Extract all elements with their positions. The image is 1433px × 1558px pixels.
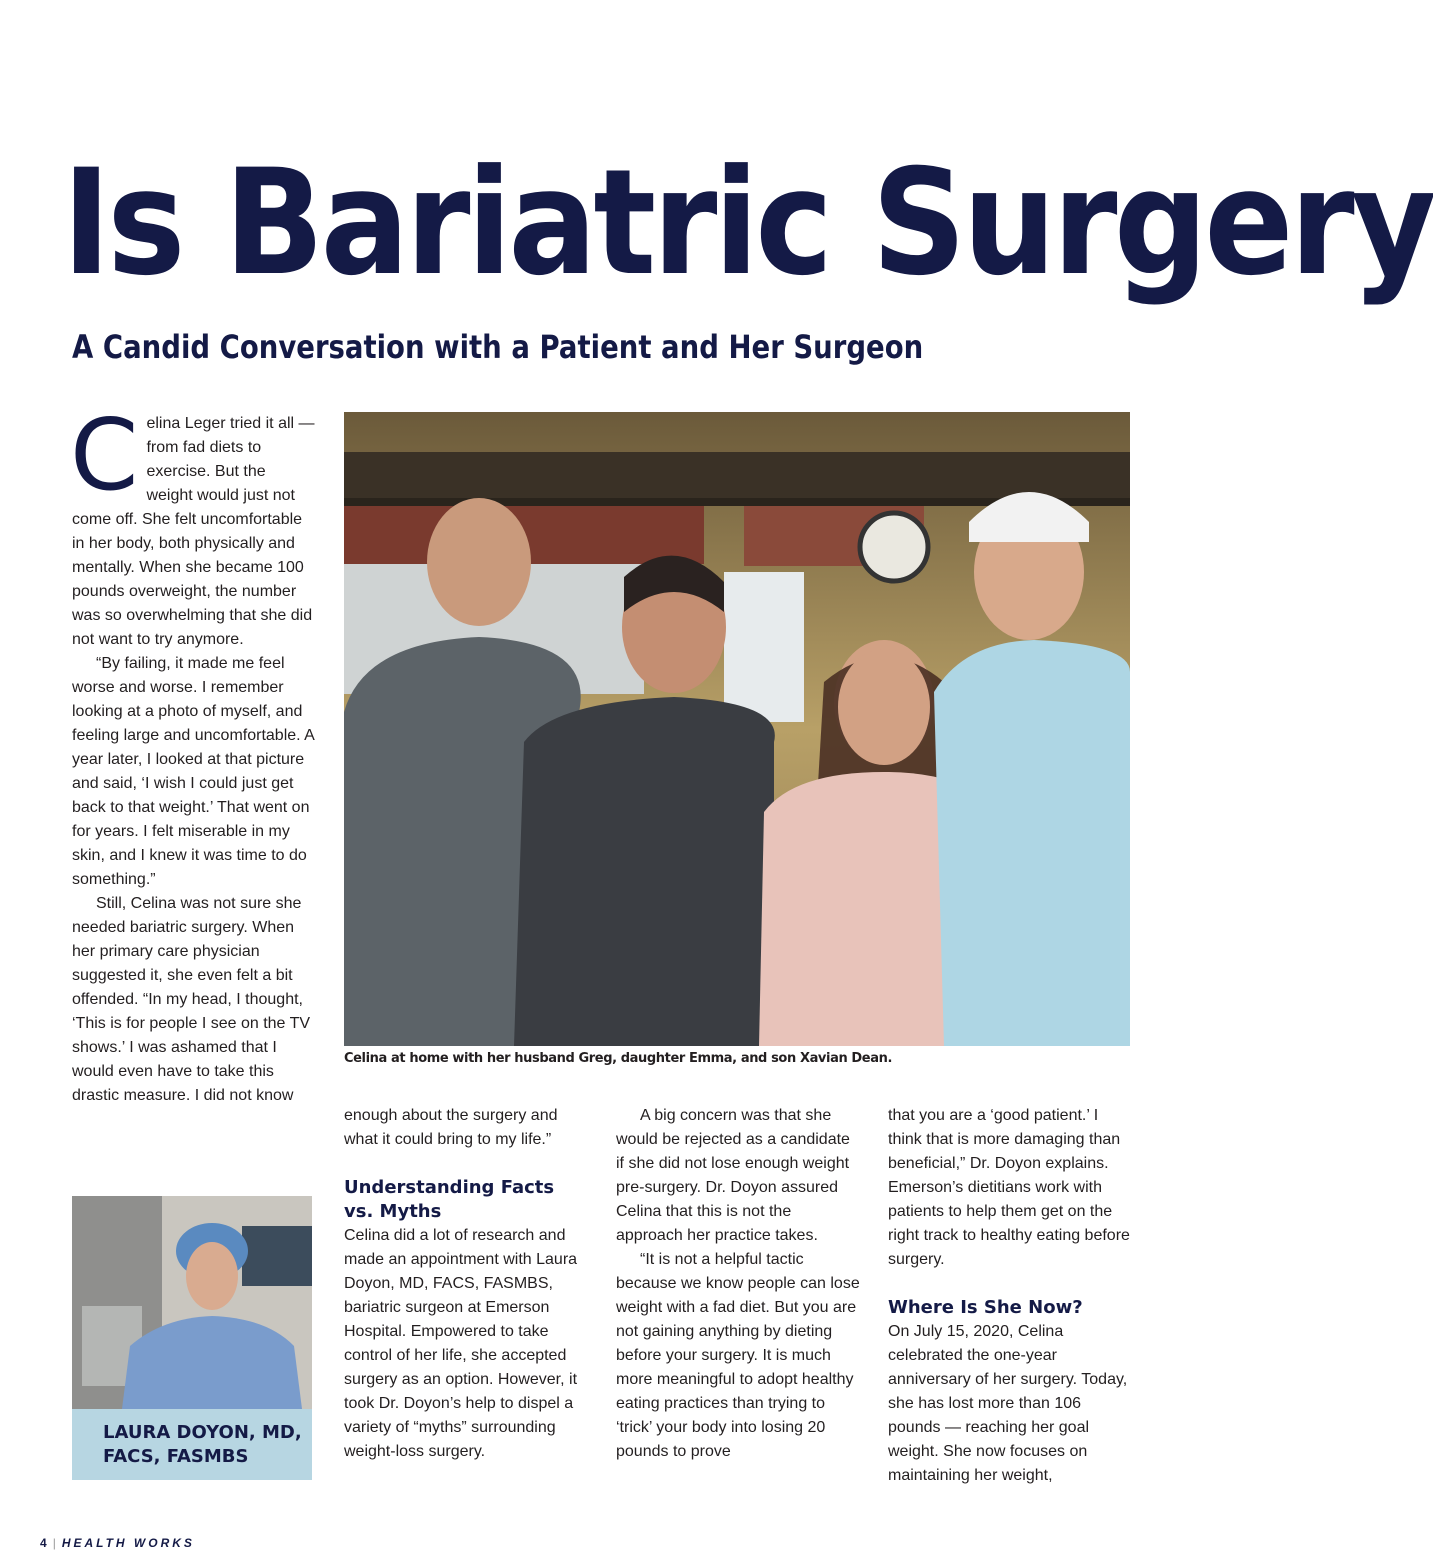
paragraph: Celina did a lot of research and made an appointment with Laura Doyon, MD, FACS, FASMBS, bariatric surgeon at Emerson Hospital. Empowered to take control of her life, she accepted surgery as an option. However, it took Dr. Doyon’s help to dispel a variety of “myths” surrounding weight-loss surgery. [344,1227,578,1460]
article-column-2 [344,1104,586,1464]
surgeon-photo [72,1196,312,1409]
surgeon-name: LAURA DOYON, MD, [103,1422,302,1443]
headline: Is Bariatric Surgery [62,138,1433,308]
paragraph: Still, Celina was not sure she needed bariatric surgery. When her primary care physician suggested it, she even felt a bit offended. “In my head, I thought, ‘This is for people I see on the TV shows.’ I was ashamed that I would even have to take this drastic measure. I did not know [72,895,311,1104]
article-column-3 [616,1104,860,1464]
article-column-4 [888,1104,1130,1488]
footer-separator: | [52,1536,56,1550]
surgeon-name-box [72,1409,312,1480]
section-heading: Understanding Facts vs. Myths [344,1177,555,1222]
photo-caption: Celina at home with her husband Greg, daughter Emma, and son Xavian Dean. [344,1051,892,1066]
magazine-name: HEALTH WORKS [61,1536,195,1550]
section-heading: Where Is She Now? [888,1297,1083,1318]
article-column-1 [70,399,316,1108]
subheadline: A Candid Conversation with a Patient and Her Surgeon [72,328,924,366]
family-photo [344,412,1130,1046]
paragraph: “It is not a helpful tactic because we know people can lose weight with a fad diet. But you are not gaining anything by dieting before your surgery. It is much more meaningful to adopt healthy eating practices than trying to ‘trick’ your body into losing 20 pounds to prove [616,1251,860,1460]
page-footer [40,1534,195,1552]
surgeon-credentials: FACS, FASMBS [103,1446,249,1467]
paragraph: that you are a ‘good patient.’ I think that is more damaging than beneficial,” Dr. Doyon explains. Emerson’s dietitians work with patients to help them get on the right track to healthy eating before surgery. [888,1107,1130,1268]
paragraph: On July 15, 2020, Celina celebrated the one-year anniversary of her surgery. Today, she has lost more than 106 pounds — reaching her goal weight. She now focuses on maintaining her weight, [888,1323,1128,1484]
paragraph: “By failing, it made me feel worse and worse. I remember looking at a photo of myself, and feeling large and uncomfortable. A year later, I looked at that picture and said, ‘I wish I could just get back to that weight.’ That went on for years. I felt miserable in my skin, and I knew it was time to do something.” [72,655,314,888]
paragraph: A big concern was that she would be rejected as a candidate if she did not lose enough weight pre-surgery. Dr. Doyon assured Celina that this is not the approach her practice takes. [616,1107,850,1244]
paragraph: elina Leger tried it all — from fad diets to exercise. But the weight would just not come off. She felt uncomfortable in her body, both physically and mentally. When she became 100 pounds overweight, the number was so overwhelming that she did not want to try anymore. [72,415,315,648]
drop-cap: C [70,399,139,513]
paragraph: enough about the surgery and what it could bring to my life.” [344,1107,558,1148]
page-number: 4 [40,1536,47,1550]
